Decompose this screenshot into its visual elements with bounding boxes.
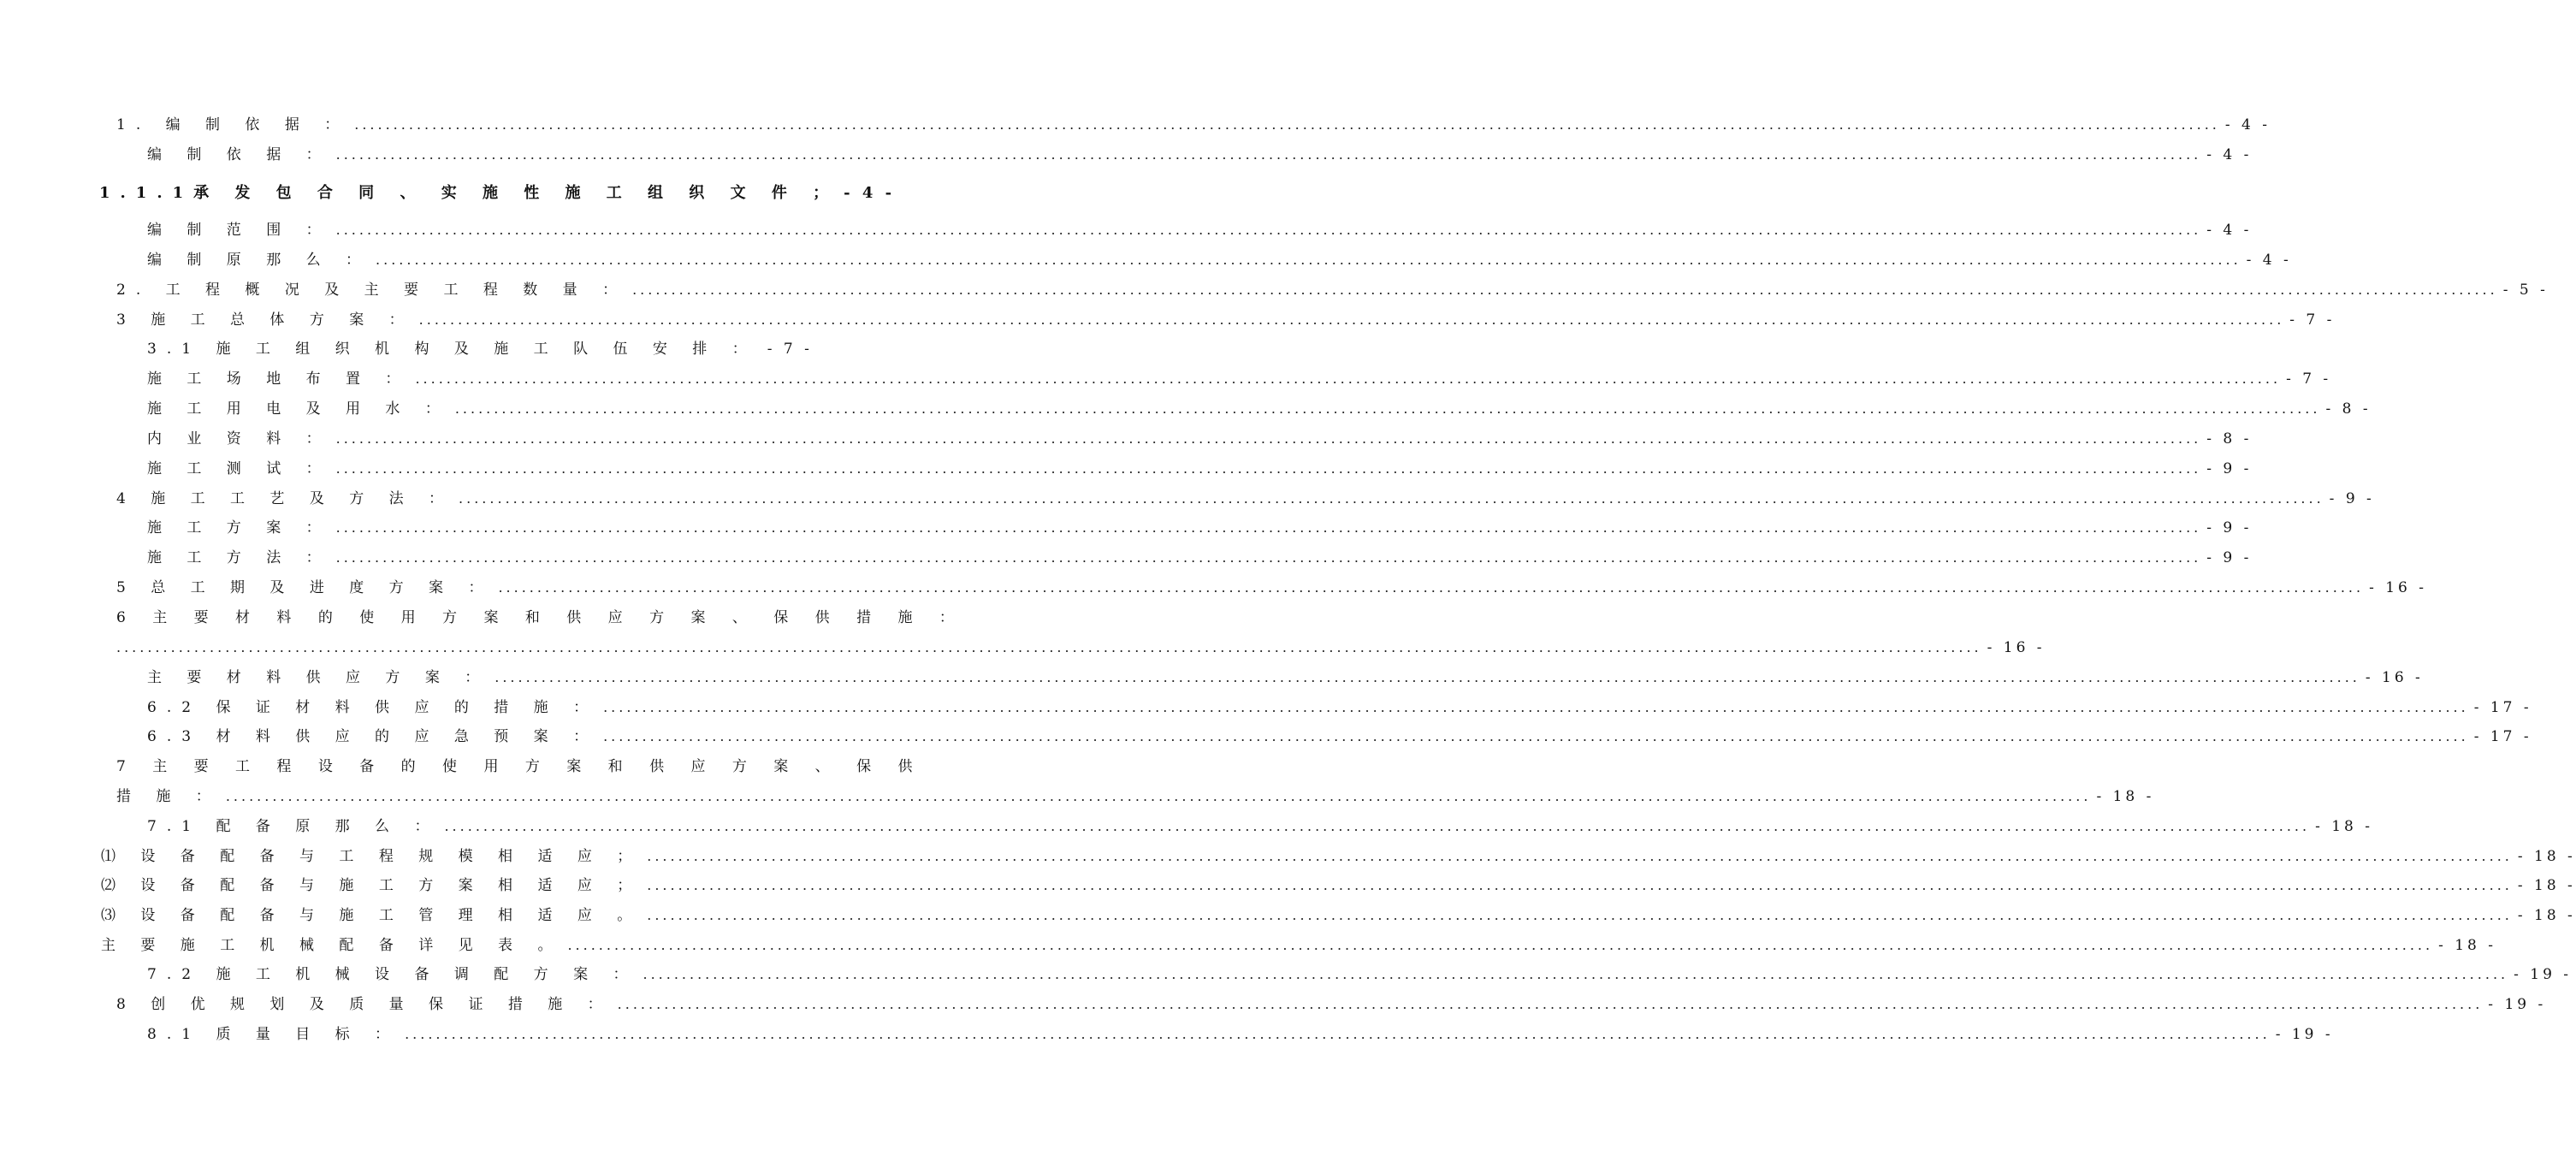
toc-entry[interactable] (147, 145, 2253, 165)
toc-entry-title: 1.1.1承 发 包 合 同 、 实 施 性 施 工 组 织 文 件 ； (99, 184, 839, 202)
toc-leader (336, 220, 2202, 240)
toc-leader (567, 935, 2433, 956)
toc-entry-title: 8 创 优 规 划 及 质 量 保 证 措 施 ： (116, 996, 613, 1013)
toc-entry[interactable] (101, 935, 2497, 956)
toc-entry-page: - 18 - (2517, 877, 2576, 894)
toc-entry[interactable] (116, 578, 2428, 598)
toc-leader (647, 905, 2513, 926)
toc-entry-title: 5 总 工 期 及 进 度 方 案 ： (116, 579, 494, 596)
toc-entry-title: 7.2 施 工 机 械 设 备 调 配 方 案 ： (147, 966, 638, 983)
toc-entry[interactable] (116, 994, 2547, 1015)
toc-entry-title: 内 业 资 料 ： (147, 430, 331, 448)
toc-entry-title: 施 工 方 法 ： (147, 549, 331, 566)
toc-entry-continuation[interactable] (116, 637, 2046, 658)
toc-entry-page: - 16 - (1987, 639, 2046, 656)
toc-leader (494, 667, 2360, 688)
toc-entry-page: - 9 - (2329, 490, 2375, 507)
toc-entry-page: - 8 - (2325, 400, 2372, 418)
toc-entry-title: 1. 编 制 依 据 ： (116, 116, 350, 133)
toc-entry-page: - 5 - (2502, 282, 2549, 299)
toc-leader (336, 459, 2202, 479)
toc-entry-title: 编 制 依 据 ： (147, 146, 331, 163)
toc-entry[interactable] (101, 905, 2576, 926)
toc-entry-page: - 4 - (2206, 146, 2253, 163)
toc-entry-page: - 19 - (2514, 966, 2573, 983)
toc-entry-page: - 9 - (2206, 549, 2253, 566)
toc-entry[interactable] (147, 1024, 2334, 1045)
toc-entry-page: - 16 - (2369, 579, 2428, 596)
toc-entry-title: 7 主 要 工 程 设 备 的 使 用 方 案 和 供 应 方 案 、 保 供 (116, 758, 924, 775)
toc-entry[interactable] (147, 518, 2253, 538)
toc-entry-page: - 4 - (2224, 116, 2271, 133)
toc-entry[interactable] (147, 220, 2253, 240)
toc-entry-page: - 19 - (2275, 1026, 2334, 1043)
toc-entry-page: - 16 - (2365, 669, 2424, 686)
toc-entry-title: 编 制 原 那 么 ： (147, 252, 371, 269)
toc-entry-title: 主 要 材 料 供 应 方 案 ： (147, 669, 490, 686)
toc-leader (116, 637, 1982, 658)
toc-entry-title: ⑵ 设 备 配 备 与 施 工 方 案 相 适 应 ； (101, 877, 643, 894)
toc-entry-page: - 7 - (2289, 311, 2336, 329)
toc-leader (415, 369, 2281, 389)
toc-leader (354, 115, 2220, 135)
toc-leader (647, 846, 2513, 867)
toc-entry-page: - 7 - (767, 341, 813, 358)
toc-leader (336, 145, 2202, 165)
toc-entry-title: 2. 工 程 概 况 及 主 要 工 程 数 量 ： (116, 282, 628, 299)
toc-leader (405, 1024, 2271, 1045)
toc-entry[interactable] (116, 310, 2336, 330)
toc-leader (455, 399, 2321, 419)
toc-entry[interactable] (101, 846, 2576, 867)
toc-entry-title: 6.2 保 证 材 料 供 应 的 措 施 ： (147, 699, 599, 716)
toc-entry[interactable] (101, 875, 2576, 896)
toc-leader (336, 518, 2202, 538)
toc-leader (376, 250, 2241, 270)
toc-entry-page: - 4 - (2246, 252, 2292, 269)
toc-entry-page: - 18 - (2315, 818, 2374, 835)
toc-entry[interactable] (116, 115, 2271, 135)
toc-entry-title: 3.1 施 工 组 织 机 构 及 施 工 队 伍 安 排 ： (147, 341, 757, 358)
toc-entry[interactable] (116, 756, 924, 777)
toc-entry-title: 措 施 ： (116, 788, 221, 805)
toc-leader (498, 578, 2364, 598)
toc-entry[interactable] (147, 399, 2372, 419)
toc-entry[interactable] (147, 726, 2532, 747)
toc-entry-page: - 9 - (2206, 519, 2253, 536)
toc-leader (336, 429, 2202, 449)
toc-entry-page: - 17 - (2473, 699, 2532, 716)
toc-entry[interactable] (147, 250, 2292, 270)
toc-entry-page: - 18 - (2517, 848, 2576, 865)
toc-entry-title: 4 施 工 工 艺 及 方 法 ： (116, 490, 454, 507)
toc-entry-title: 施 工 场 地 布 置 ： (147, 370, 411, 388)
toc-leader (643, 964, 2508, 985)
toc-leader (603, 697, 2469, 718)
toc-leader (459, 489, 2324, 509)
toc-entry[interactable] (147, 548, 2253, 568)
toc-entry-page: - 18 - (2096, 788, 2155, 805)
toc-entry-page: - 4 - (844, 184, 896, 202)
toc-leader (603, 726, 2469, 747)
toc-entry-title: 施 工 用 电 及 用 水 ： (147, 400, 450, 418)
toc-entry[interactable] (147, 964, 2573, 985)
toc-entry-title: ⑶ 设 备 配 备 与 施 工 管 理 相 适 应 。 (101, 907, 643, 924)
toc-entry-title: 7.1 配 备 原 那 么 ： (147, 818, 440, 835)
toc-entry-page: - 9 - (2206, 460, 2253, 477)
toc-entry[interactable] (147, 369, 2332, 389)
toc-entry-title: ⑴ 设 备 配 备 与 工 程 规 模 相 适 应 ； (101, 848, 643, 865)
toc-entry[interactable] (116, 280, 2549, 300)
toc-leader (419, 310, 2285, 330)
toc-entry-title: 6 主 要 材 料 的 使 用 方 案 和 供 应 方 案 、 保 供 措 施 ： (116, 609, 965, 626)
toc-leader (647, 875, 2513, 896)
toc-entry[interactable] (147, 339, 813, 359)
toc-entry[interactable] (99, 181, 896, 205)
toc-leader (618, 994, 2484, 1015)
toc-entry-title: 编 制 范 围 ： (147, 222, 331, 239)
toc-entry-page: - 4 - (2206, 222, 2253, 239)
toc-leader (336, 548, 2202, 568)
toc-entry-title: 施 工 方 案 ： (147, 519, 331, 536)
toc-entry[interactable] (147, 429, 2253, 449)
toc-entry[interactable] (147, 459, 2253, 479)
toc-entry-title: 6.3 材 料 供 应 的 应 急 预 案 ： (147, 728, 599, 745)
toc-entry-title: 主 要 施 工 机 械 配 备 详 见 表 。 (101, 937, 563, 954)
toc-entry[interactable] (147, 816, 2374, 837)
toc-entry[interactable] (147, 667, 2424, 688)
toc-entry-title: 施 工 测 试 ： (147, 460, 331, 477)
toc-entry[interactable] (147, 697, 2532, 718)
toc-entry-page: - 8 - (2206, 430, 2253, 448)
toc-entry[interactable] (116, 608, 965, 628)
toc-entry-page: - 18 - (2517, 907, 2576, 924)
toc-entry-continuation[interactable] (116, 786, 2155, 807)
toc-entry[interactable] (116, 489, 2375, 509)
toc-entry-page: - 17 - (2473, 728, 2532, 745)
toc-entry-page: - 18 - (2438, 937, 2497, 954)
toc-entry-title: 3 施 工 总 体 方 案 ： (116, 311, 414, 329)
toc-leader (226, 786, 2092, 807)
toc-leader (632, 280, 2498, 300)
toc-entry-page: - 7 - (2286, 370, 2332, 388)
toc-entry-page: - 19 - (2488, 996, 2547, 1013)
toc-entry-title: 8.1 质 量 目 标 ： (147, 1026, 400, 1043)
toc-leader (444, 816, 2310, 837)
